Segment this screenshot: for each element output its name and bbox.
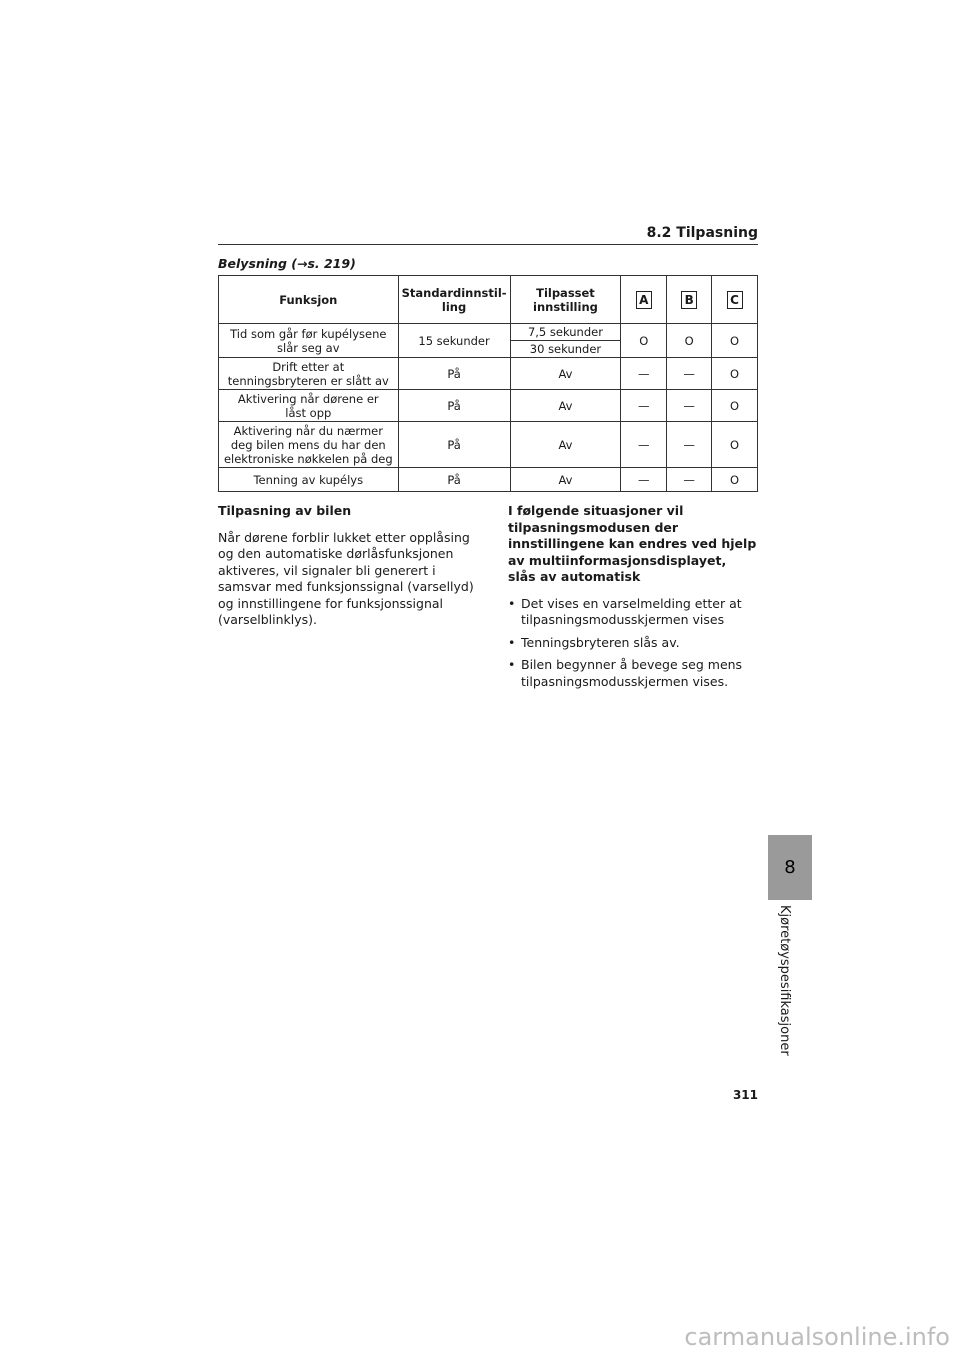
row-a: —	[621, 390, 667, 422]
bullet-list	[508, 596, 758, 691]
header-custom-text: Tilpasset innstilling	[533, 285, 598, 314]
chapter-label: Kjøretøyspesifikasjoner	[777, 905, 792, 1056]
row-b: —	[667, 358, 712, 390]
row-default: 15 sekunder	[398, 324, 510, 358]
table-row	[219, 358, 758, 390]
row-custom: 7,5 sekunder	[510, 324, 621, 341]
header-c	[712, 276, 758, 324]
row-default: På	[398, 358, 510, 390]
left-heading: Tilpasning av bilen	[218, 503, 352, 518]
header-function: Funksjon	[219, 276, 399, 324]
row-b: —	[667, 468, 712, 492]
list-item: • Bilen begynner å bevege seg mens tilpasningsmodusskjermen vises.	[508, 657, 758, 690]
right-heading: I følgende situasjoner vil tilpasningsmodusen der innstillingene kan endres ved hjelp av multiinformasjonsdisplayet, slås av automatisk	[508, 503, 757, 584]
row-function	[219, 324, 399, 358]
header-default-text: Standardinnstil- ling	[401, 285, 507, 314]
left-body: Når dørene forblir lukket etter opplåsing og den automatiske dørlåsfunksjonen aktiveres, vil signaler bli generert i samsvar med funksjonssignal (varsellyd) og innstillingene for funksjonssignal (varselblinklys).	[218, 529, 474, 627]
header-default	[398, 276, 510, 324]
page-number: 311	[732, 1088, 758, 1102]
letter-a-icon: A	[636, 291, 652, 309]
section-header: 8.2 Tilpasning	[218, 224, 758, 245]
row-a: —	[621, 358, 667, 390]
header-a	[621, 276, 667, 324]
chapter-number: 8	[784, 857, 796, 878]
letter-c-icon: C	[727, 291, 743, 309]
row-custom: Av	[510, 358, 621, 390]
row-b: —	[667, 422, 712, 468]
table-section-title: Belysning (→s. 219)	[218, 256, 356, 271]
settings-table	[218, 275, 758, 492]
row-c: O	[712, 422, 758, 468]
row-custom: Av	[510, 422, 621, 468]
row-b: —	[667, 390, 712, 422]
list-item: • Det vises en varselmelding etter at tilpasningsmodusskjermen vises	[508, 596, 758, 629]
row-function-text: Aktivering når dørene er låst opp	[237, 391, 379, 420]
row-a: O	[621, 324, 667, 358]
row-a: —	[621, 422, 667, 468]
table-row	[219, 390, 758, 422]
row-c: O	[712, 358, 758, 390]
row-function	[219, 422, 399, 468]
row-function-text: Tid som går før kupélysene slår seg av	[230, 326, 387, 355]
row-default: På	[398, 390, 510, 422]
row-custom: Av	[510, 468, 621, 492]
table-row	[219, 324, 758, 341]
row-default: På	[398, 422, 510, 468]
row-function-text: Aktivering når du nærmer deg bilen mens du har den elektroniske nøkkelen på deg	[223, 423, 393, 466]
row-function-text: Drift etter at tenningsbryteren er slått av	[227, 359, 389, 388]
table-row	[219, 422, 758, 468]
row-custom: Av	[510, 390, 621, 422]
watermark: carmanualsonline.info	[684, 1323, 950, 1351]
row-c: O	[712, 468, 758, 492]
header-b	[667, 276, 712, 324]
left-column	[218, 503, 480, 639]
row-b: O	[667, 324, 712, 358]
row-function	[219, 390, 399, 422]
right-column	[508, 503, 758, 696]
row-custom: 30 sekunder	[510, 341, 621, 358]
letter-b-icon: B	[681, 291, 697, 309]
row-a: —	[621, 468, 667, 492]
header-custom	[510, 276, 621, 324]
row-c: O	[712, 324, 758, 358]
row-default: På	[398, 468, 510, 492]
table-row	[219, 468, 758, 492]
chapter-tab	[768, 835, 812, 900]
row-c: O	[712, 390, 758, 422]
table-header-row	[219, 276, 758, 324]
row-function	[219, 358, 399, 390]
list-item: • Tenningsbryteren slås av.	[508, 635, 758, 652]
row-function: Tenning av kupélys	[219, 468, 399, 492]
